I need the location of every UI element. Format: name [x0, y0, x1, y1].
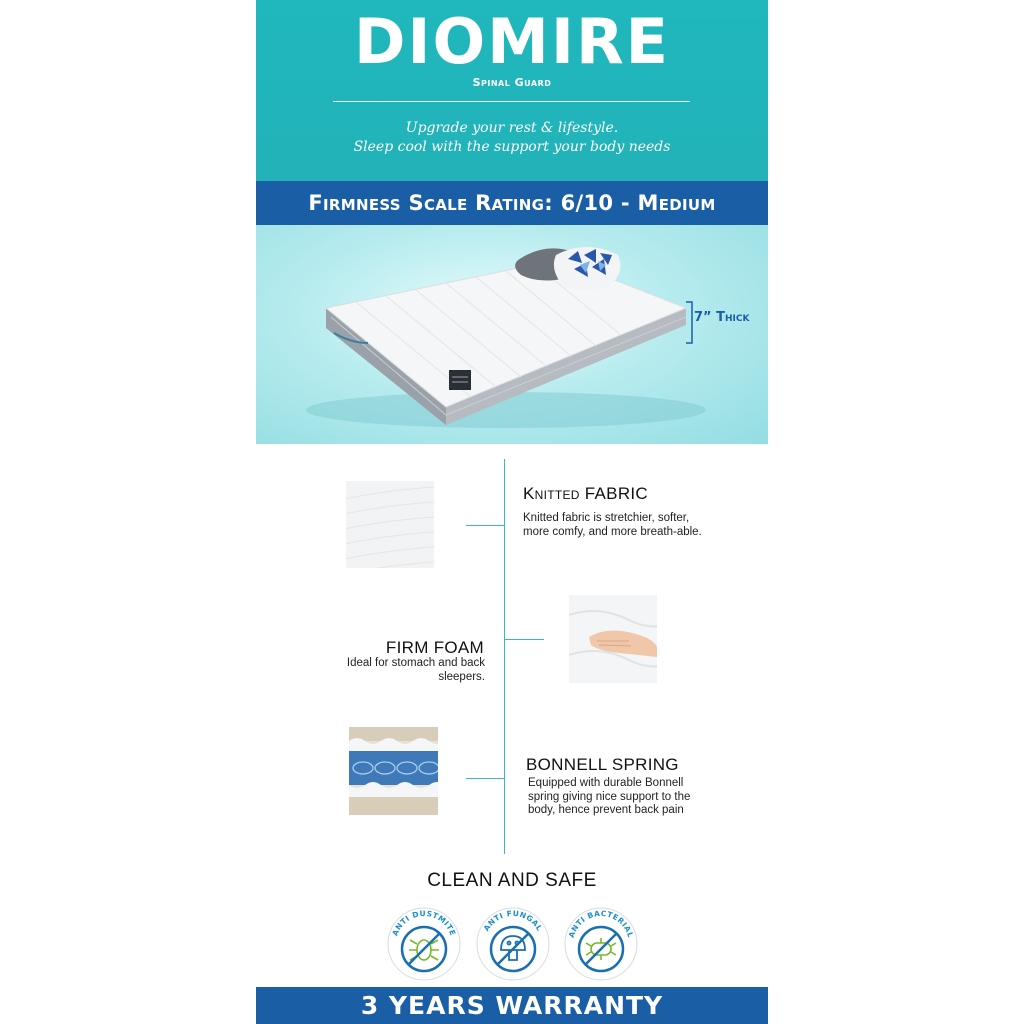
header-banner	[256, 0, 768, 181]
tagline-2: Sleep cool with the support your body needs	[353, 139, 671, 155]
spring-layers-icon	[349, 727, 438, 815]
feature-3-connector	[466, 778, 504, 779]
feature-3-description: Equipped with durable Bonnell spring giving nice support to the body, hence prevent back pain	[528, 777, 691, 816]
feature-2-connector	[504, 639, 544, 640]
badge-2-label: ANTI FUNGAL	[481, 908, 545, 933]
brand-subtitle: Spinal Guard	[472, 76, 552, 89]
mattress-image	[256, 225, 768, 444]
firmness-rating-banner: Firmness Scale Rating: 6/10 - Medium	[256, 181, 768, 225]
header-divider	[333, 101, 690, 102]
feature-1-title: Knitted FABRIC	[523, 484, 648, 503]
brand-title: DIOMIRE	[353, 5, 671, 78]
anti-dustmite-badge	[384, 902, 464, 982]
bonnell-spring-image	[349, 727, 438, 815]
fabric-texture-icon	[346, 481, 434, 568]
feature-1-description: Knitted fabric is stretchier, softer, more comfy, and more breath-able.	[523, 512, 702, 538]
badge-1-label: ANTI DUSTMITE	[390, 908, 458, 938]
feature-3-title: BONNELL SPRING	[526, 755, 679, 774]
firm-foam-image	[569, 595, 657, 683]
tagline-1: Upgrade your rest & lifestyle.	[405, 120, 619, 136]
badge-3-label: ANTI BACTERIAL	[566, 908, 636, 939]
clean-safe-title: CLEAN AND SAFE	[427, 870, 597, 891]
thickness-label: 7” Thick	[694, 310, 750, 325]
product-poster	[256, 0, 768, 1024]
anti-fungal-badge	[473, 902, 553, 982]
feature-2-title: FIRM FOAM	[385, 638, 484, 657]
feature-2-description: Ideal for stomach and back sleepers.	[346, 657, 485, 683]
warranty-banner: 3 YEARS WARRANTY	[256, 987, 768, 1024]
mattress-illustration	[256, 225, 768, 444]
foam-hand-icon	[569, 595, 657, 683]
anti-bacterial-badge	[561, 902, 641, 982]
knitted-fabric-image	[346, 481, 434, 568]
timeline-line	[504, 459, 505, 854]
feature-1-connector	[466, 525, 504, 526]
